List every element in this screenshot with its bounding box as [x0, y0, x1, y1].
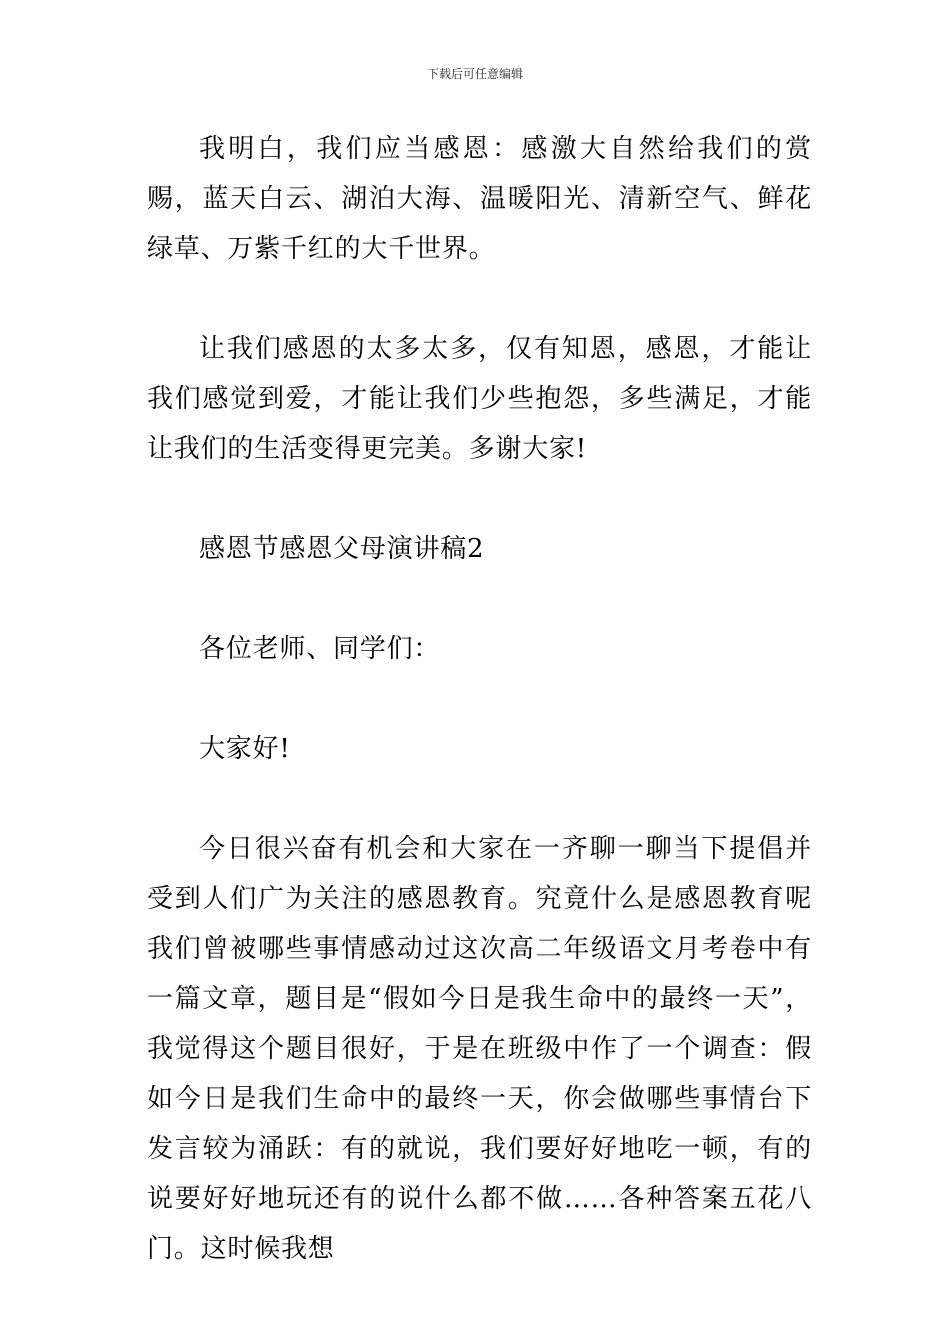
paragraph-gratitude-nature: 我明白，我们应当感恩：感激大自然给我们的赏赐，蓝天白云、湖泊大海、温暖阳光、清新空气、鲜花绿草、万紫千红的大千世界。	[147, 134, 812, 264]
speech-title: 感恩节感恩父母演讲稿2	[199, 534, 485, 564]
paragraph-speech-intro: 今日很兴奋有机会和大家在一齐聊一聊当下提倡并受到人们广为关注的感恩教育。究竟什么是感恩教育呢我们曾被哪些事情感动过这次高二年级语文月考卷中有一篇文章，题目是“假如今日是我生命中的最终一天”，我觉得这个题目很好，于是在班级中作了一个调查：假如今日是我们生命中的最终一天，你会做哪些事情台下发言较为涌跃：有的就说，我们要好好地吃一顿，有的说要好好地玩还有的说什么都不做……各种答案五花八门。这时候我想	[147, 834, 812, 1264]
document-body	[147, 124, 812, 1274]
greeting: 大家好!	[199, 734, 291, 764]
paragraph-gratitude-closing: 让我们感恩的太多太多，仅有知恩，感恩，才能让我们感觉到爱，才能让我们少些抱怨，多些满足，才能让我们的生活变得更完美。多谢大家!	[147, 334, 812, 464]
page-header-note: 下载后可任意编辑	[426, 67, 523, 81]
salutation: 各位老师、同学们：	[199, 634, 441, 664]
